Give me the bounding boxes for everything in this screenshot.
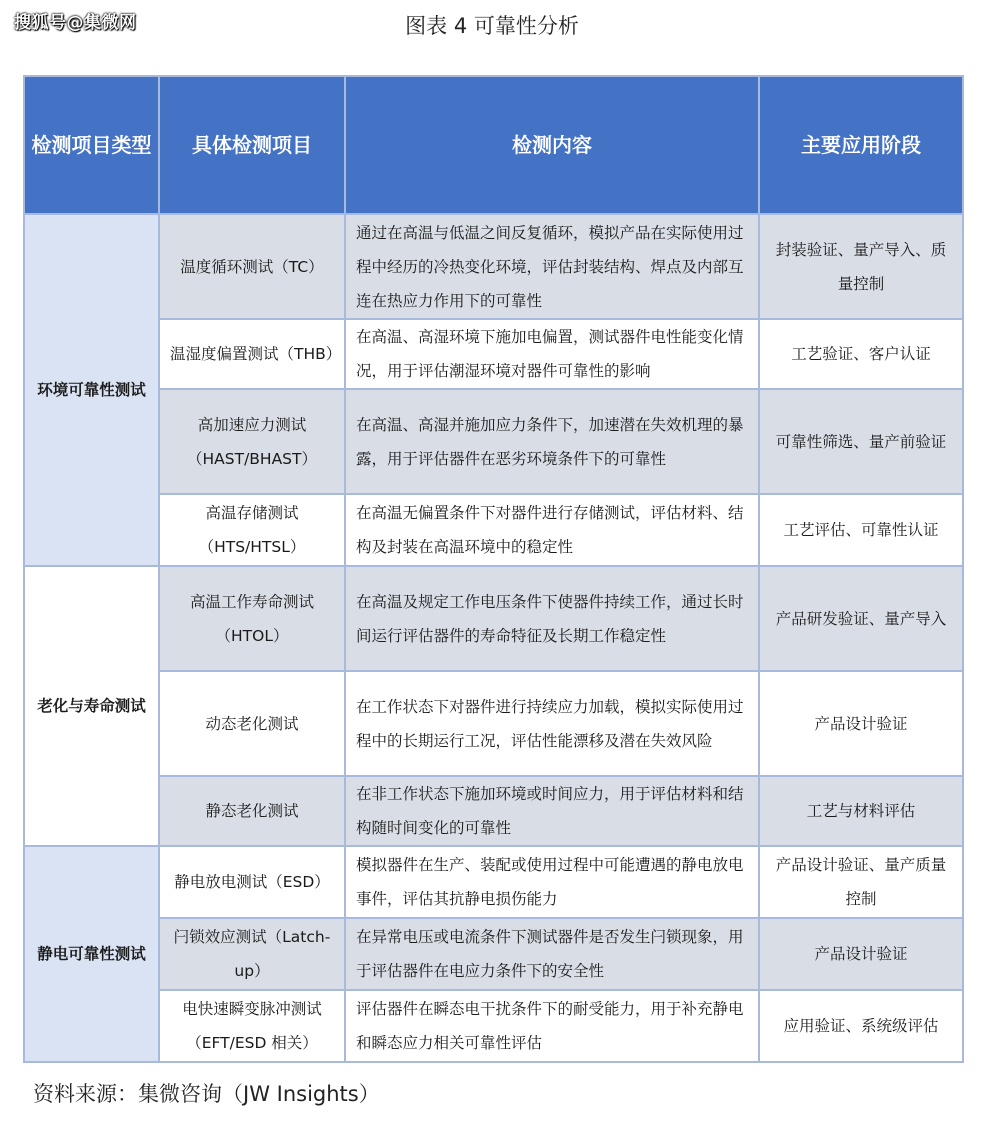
source-note: 资料来源：集微咨询（JW Insights） [33,1082,380,1106]
item-cell: 静态老化测试 [159,776,345,846]
stage-cell: 产品设计验证 [759,671,963,776]
stage-cell: 产品研发验证、量产导入 [759,566,963,671]
content-cell: 在非工作状态下施加环境或时间应力，用于评估材料和结构随时间变化的可靠性 [345,776,759,846]
header-item: 具体检测项目 [159,76,345,214]
category-cell-esd: 静电可靠性测试 [24,846,159,1062]
table-row [24,214,963,319]
table-row [24,918,963,990]
table-row [24,990,963,1062]
stage-cell: 工艺评估、可靠性认证 [759,494,963,566]
category-cell-environment: 环境可靠性测试 [24,214,159,566]
table-row [24,319,963,389]
item-cell: 温湿度偏置测试（THB） [159,319,345,389]
header-content: 检测内容 [345,76,759,214]
item-cell: 电快速瞬变脉冲测试（EFT/ESD 相关） [159,990,345,1062]
stage-cell: 工艺与材料评估 [759,776,963,846]
item-cell: 高加速应力测试（HAST/BHAST） [159,389,345,494]
item-cell: 高温存储测试（HTS/HTSL） [159,494,345,566]
reliability-table [23,75,964,1063]
content-cell: 在高温、高湿环境下施加电偏置，测试器件电性能变化情况，用于评估潮湿环境对器件可靠性的影响 [345,319,759,389]
stage-cell: 产品设计验证、量产质量控制 [759,846,963,918]
content-cell: 在高温、高湿并施加应力条件下，加速潜在失效机理的暴露，用于评估器件在恶劣环境条件下的可靠性 [345,389,759,494]
table-row [24,671,963,776]
item-cell: 闩锁效应测试（Latch-up） [159,918,345,990]
table-row [24,566,963,671]
content-cell: 在高温及规定工作电压条件下使器件持续工作，通过长时间运行评估器件的寿命特征及长期工作稳定性 [345,566,759,671]
content-cell: 在异常电压或电流条件下测试器件是否发生闩锁现象，用于评估器件在电应力条件下的安全性 [345,918,759,990]
stage-cell: 工艺验证、客户认证 [759,319,963,389]
table-row [24,776,963,846]
page-title: 图表 4 可靠性分析 [405,14,579,38]
header-stage: 主要应用阶段 [759,76,963,214]
table-header-row [24,76,963,214]
stage-cell: 应用验证、系统级评估 [759,990,963,1062]
stage-cell: 产品设计验证 [759,918,963,990]
content-cell: 在工作状态下对器件进行持续应力加载，模拟实际使用过程中的长期运行工况，评估性能漂移及潜在失效风险 [345,671,759,776]
item-cell: 静电放电测试（ESD） [159,846,345,918]
watermark-text: 搜狐号@集微网 [14,13,137,33]
item-cell: 动态老化测试 [159,671,345,776]
stage-cell: 封装验证、量产导入、质量控制 [759,214,963,319]
item-cell: 温度循环测试（TC） [159,214,345,319]
content-cell: 模拟器件在生产、装配或使用过程中可能遭遇的静电放电事件，评估其抗静电损伤能力 [345,846,759,918]
content-cell: 评估器件在瞬态电干扰条件下的耐受能力，用于补充静电和瞬态应力相关可靠性评估 [345,990,759,1062]
content-cell: 通过在高温与低温之间反复循环，模拟产品在实际使用过程中经历的冷热变化环境，评估封装结构、焊点及内部互连在热应力作用下的可靠性 [345,214,759,319]
content-cell: 在高温无偏置条件下对器件进行存储测试，评估材料、结构及封装在高温环境中的稳定性 [345,494,759,566]
table-row [24,389,963,494]
category-cell-aging: 老化与寿命测试 [24,566,159,846]
item-cell: 高温工作寿命测试（HTOL） [159,566,345,671]
header-category: 检测项目类型 [24,76,159,214]
table-row [24,846,963,918]
stage-cell: 可靠性筛选、量产前验证 [759,389,963,494]
table-row [24,494,963,566]
